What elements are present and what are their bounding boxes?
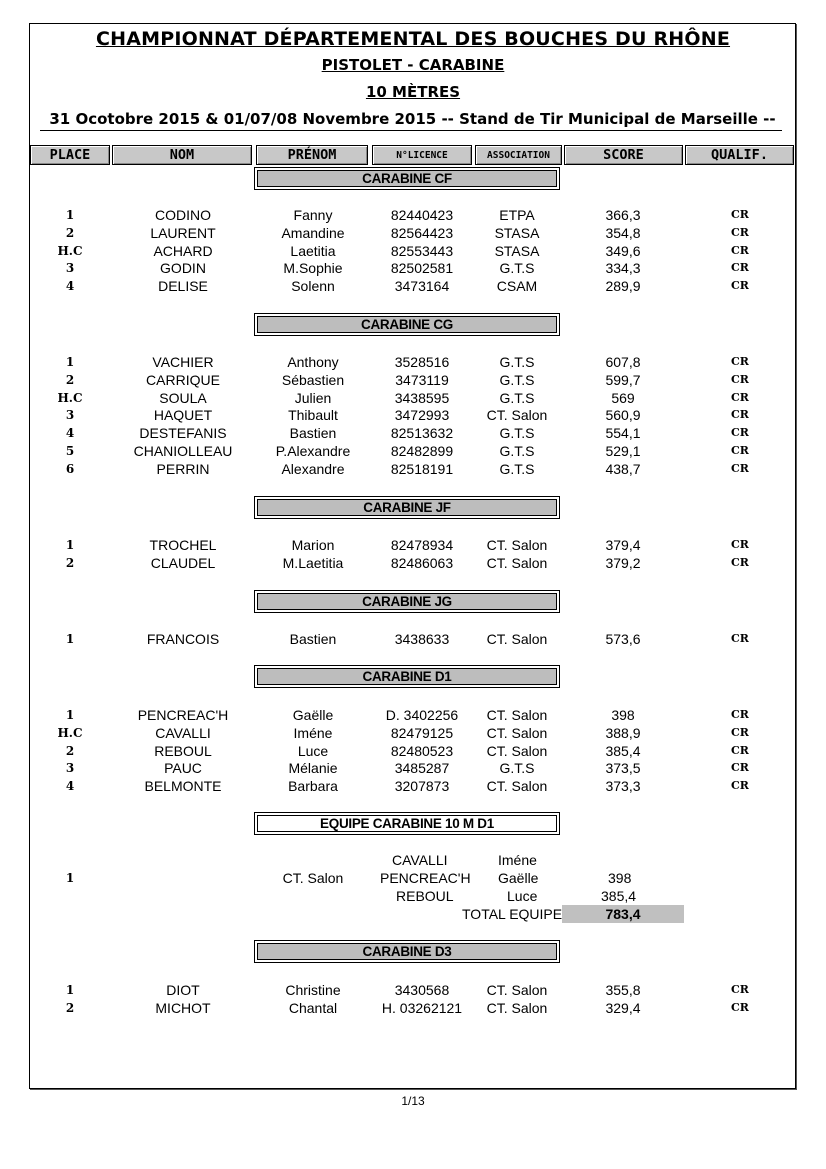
score-cell: 569: [611, 389, 635, 406]
association-cell: G.T.S: [499, 371, 535, 388]
section-header: [254, 940, 560, 963]
place-cell: H.C: [57, 243, 83, 258]
table-row: [0, 259, 826, 277]
association-cell: CT. Salon: [486, 778, 548, 795]
qualif-cell: CR: [731, 355, 749, 368]
prenom-cell: Luce: [297, 742, 329, 759]
qualif-cell: CR: [731, 779, 749, 793]
team-total-label: TOTAL EQUIPE: [462, 906, 563, 922]
licence-cell: 3430568: [394, 982, 450, 998]
team-member-prenom: Iméne: [498, 852, 537, 868]
table-row: [0, 277, 826, 295]
association-cell: CT. Salon: [486, 631, 548, 647]
association-cell: ETPA: [499, 207, 535, 223]
dates-underline: [40, 130, 782, 131]
score-cell: 438,7: [605, 460, 641, 477]
licence-cell: 82478934: [390, 537, 454, 553]
prenom-cell: Marion: [291, 537, 335, 553]
association-cell: CT. Salon: [486, 999, 548, 1016]
licence-cell: 82518191: [390, 460, 454, 477]
nom-cell: HAQUET: [153, 407, 213, 424]
prenom-cell: Fanny: [293, 207, 333, 223]
score-cell: 366,3: [605, 207, 641, 223]
place-cell: 1: [65, 208, 75, 222]
nom-cell: VACHIER: [152, 354, 214, 370]
association-cell: G.T.S: [499, 354, 535, 370]
place-cell: 5: [65, 444, 75, 458]
prenom-cell: Gaëlle: [292, 707, 334, 723]
licence-cell: 82513632: [390, 425, 454, 442]
qualif-cell: CR: [731, 743, 749, 757]
score-cell: 289,9: [605, 278, 641, 295]
qualif-cell: CR: [731, 461, 749, 475]
team-member-prenom: Gaëlle: [498, 870, 539, 886]
place-cell: 3: [65, 761, 75, 776]
nom-cell: MICHOT: [155, 999, 211, 1016]
association-cell: STASA: [494, 224, 540, 241]
section-title: CARABINE CF: [257, 170, 557, 187]
prenom-cell: Bastien: [289, 631, 337, 647]
section-title: CARABINE JG: [257, 593, 557, 610]
score-cell: 573,6: [605, 631, 641, 647]
nom-cell: CARRIQUE: [146, 371, 220, 388]
association-cell: CT. Salon: [486, 742, 548, 759]
prenom-cell: Sébastien: [281, 371, 345, 388]
licence-cell: 82440423: [390, 207, 454, 223]
team-place: 1: [65, 871, 75, 885]
place-cell: H.C: [57, 390, 83, 405]
score-cell: 373,3: [605, 778, 641, 795]
table-row: [0, 353, 826, 371]
section-title: CARABINE CG: [257, 316, 557, 333]
col-licence: N°LICENCE: [372, 145, 472, 165]
nom-cell: CODINO: [155, 207, 211, 223]
association-cell: CT. Salon: [486, 407, 548, 424]
qualif-cell: CR: [731, 390, 749, 404]
place-cell: 1: [65, 538, 75, 552]
column-header: [29, 144, 796, 166]
col-qualif: QUALIF.: [685, 145, 794, 165]
licence-cell: 3528516: [394, 354, 450, 370]
table-row: [0, 777, 826, 795]
page-title: CHAMPIONNAT DÉPARTEMENTAL DES BOUCHES DU RHÔNE: [95, 28, 731, 50]
score-cell: 379,4: [605, 537, 641, 553]
licence-cell: H. 03262121: [381, 999, 463, 1016]
place-cell: 2: [65, 555, 75, 570]
nom-cell: PAUC: [164, 760, 202, 777]
score-cell: 529,1: [605, 443, 641, 459]
association-cell: CT. Salon: [486, 537, 548, 553]
qualif-cell: CR: [731, 243, 749, 257]
table-row: [0, 999, 826, 1017]
qualif-cell: CR: [731, 426, 749, 440]
table-row: [0, 242, 826, 260]
place-cell: 2: [65, 743, 75, 758]
table-row: [0, 424, 826, 442]
col-nom: NOM: [112, 145, 252, 165]
association-cell: CT. Salon: [486, 554, 548, 571]
licence-cell: 3472993: [394, 407, 450, 424]
score-cell: 599,7: [605, 371, 641, 388]
nom-cell: FRANCOIS: [146, 631, 220, 647]
section-title: CARABINE D1: [257, 668, 557, 685]
nom-cell: CAVALLI: [155, 724, 211, 741]
section-header: [254, 496, 560, 519]
section-title: EQUIPE CARABINE 10 M D1: [257, 815, 557, 832]
qualif-cell: CR: [731, 408, 749, 422]
score-cell: 398: [611, 707, 635, 723]
team-total: 783,4: [562, 905, 684, 923]
licence-cell: 3438595: [394, 389, 450, 406]
score-cell: 334,3: [605, 260, 641, 277]
section-title: CARABINE D3: [257, 943, 557, 960]
section-header: [254, 313, 560, 336]
nom-cell: DIOT: [166, 982, 200, 998]
table-row: [0, 224, 826, 242]
nom-cell: TROCHEL: [149, 537, 217, 553]
table-row: [0, 206, 826, 224]
col-score: SCORE: [564, 145, 683, 165]
qualif-cell: CR: [731, 983, 749, 996]
team-club: CT. Salon: [282, 870, 344, 886]
score-cell: 329,4: [605, 999, 641, 1016]
prenom-cell: Chantal: [288, 999, 338, 1016]
score-cell: 388,9: [605, 724, 641, 741]
licence-cell: 82480523: [390, 742, 454, 759]
licence-cell: 3473164: [394, 278, 450, 295]
qualif-cell: CR: [731, 261, 749, 275]
score-cell: 373,5: [605, 760, 641, 777]
score-cell: 554,1: [605, 425, 641, 442]
prenom-cell: Anthony: [287, 354, 339, 370]
licence-cell: 82486063: [390, 554, 454, 571]
prenom-cell: Alexandre: [281, 460, 345, 477]
prenom-cell: Amandine: [281, 224, 345, 241]
prenom-cell: M.Laetitia: [282, 554, 344, 571]
place-cell: 2: [65, 1000, 75, 1015]
nom-cell: DELISE: [158, 278, 208, 295]
nom-cell: BELMONTE: [144, 778, 222, 795]
table-row: [0, 460, 826, 478]
qualif-cell: CR: [731, 632, 749, 645]
qualif-cell: CR: [731, 1000, 749, 1014]
place-cell: 2: [65, 372, 75, 387]
place-cell: 4: [65, 426, 75, 441]
place-cell: 2: [65, 225, 75, 240]
qualif-cell: CR: [731, 761, 749, 775]
table-row: [0, 630, 826, 648]
prenom-cell: Christine: [285, 982, 341, 998]
section-title: CARABINE JF: [257, 499, 557, 516]
team-member-nom: PENCREAC'H: [380, 870, 471, 886]
nom-cell: CLAUDEL: [150, 554, 216, 571]
score-cell: 385,4: [605, 742, 641, 759]
nom-cell: REBOUL: [154, 742, 212, 759]
association-cell: G.T.S: [499, 389, 535, 406]
place-cell: 1: [65, 708, 75, 722]
licence-cell: 82564423: [390, 224, 454, 241]
nom-cell: LAURENT: [150, 224, 216, 241]
distance-title: 10 MÈTRES: [365, 83, 461, 101]
prenom-cell: M.Sophie: [283, 260, 343, 277]
licence-cell: 3438633: [394, 631, 450, 647]
table-row: [0, 371, 826, 389]
score-cell: 560,9: [605, 407, 641, 424]
table-row: [0, 759, 826, 777]
licence-cell: 82502581: [390, 260, 454, 277]
team-member-score: 385,4: [601, 888, 637, 904]
licence-cell: 3473119: [395, 371, 449, 388]
table-row: [0, 442, 826, 460]
association-cell: G.T.S: [499, 760, 535, 777]
score-cell: 607,8: [605, 354, 641, 370]
col-place: PLACE: [30, 145, 110, 165]
score-cell: 355,8: [605, 982, 641, 998]
prenom-cell: Iméne: [293, 724, 333, 741]
association-cell: G.T.S: [499, 460, 535, 477]
licence-cell: 3485287: [394, 760, 450, 777]
place-cell: 1: [65, 355, 75, 369]
table-row: [0, 981, 826, 999]
licence-cell: 3207873: [394, 778, 450, 795]
place-cell: 1: [65, 983, 75, 997]
page-subtitle: PISTOLET - CARABINE: [321, 56, 505, 74]
table-row: [0, 724, 826, 742]
qualif-cell: CR: [731, 208, 749, 221]
association-cell: G.T.S: [499, 443, 535, 459]
place-cell: 3: [65, 408, 75, 423]
table-row: [0, 536, 826, 554]
association-cell: CT. Salon: [486, 707, 548, 723]
nom-cell: ACHARD: [153, 242, 213, 259]
prenom-cell: P.Alexandre: [275, 443, 351, 459]
prenom-cell: Laetitia: [290, 242, 336, 259]
page-number: 1/13: [401, 1094, 425, 1108]
score-cell: 349,6: [605, 242, 641, 259]
team-member-nom: CAVALLI: [392, 852, 448, 868]
prenom-cell: Mélanie: [288, 760, 338, 777]
nom-cell: PERRIN: [156, 460, 210, 477]
licence-cell: 82553443: [390, 242, 454, 259]
prenom-cell: Bastien: [289, 425, 337, 442]
table-row: [0, 554, 826, 572]
association-cell: G.T.S: [499, 260, 535, 277]
section-header: [254, 665, 560, 688]
qualif-cell: CR: [731, 538, 749, 551]
licence-cell: 82479125: [390, 724, 454, 741]
nom-cell: GODIN: [160, 260, 206, 277]
table-row: [0, 406, 826, 424]
nom-cell: SOULA: [159, 389, 207, 406]
qualif-cell: CR: [731, 555, 749, 569]
association-cell: CT. Salon: [486, 982, 548, 998]
licence-cell: 82482899: [390, 443, 454, 459]
table-row: [0, 742, 826, 760]
section-header: [254, 590, 560, 613]
section-header: [254, 812, 560, 835]
nom-cell: DESTEFANIS: [139, 425, 227, 442]
association-cell: STASA: [494, 242, 540, 259]
score-cell: 354,8: [605, 224, 641, 241]
team-member-nom: REBOUL: [396, 888, 454, 904]
qualif-cell: CR: [731, 372, 749, 386]
team-member-score: 398: [608, 870, 632, 886]
association-cell: CT. Salon: [486, 724, 548, 741]
nom-cell: CHANIOLLEAU: [133, 443, 233, 459]
table-row: [0, 389, 826, 407]
place-cell: 3: [65, 261, 75, 276]
qualif-cell: CR: [731, 225, 749, 239]
dates-location: 31 Ocotobre 2015 & 01/07/08 Novembre 2015 -- Stand de Tir Municipal de Marseille --: [49, 110, 776, 128]
place-cell: 4: [65, 279, 75, 294]
nom-cell: PENCREAC'H: [137, 707, 229, 723]
team-member-prenom: Luce: [507, 888, 538, 904]
place-cell: H.C: [57, 725, 83, 740]
table-row: [0, 706, 826, 724]
association-cell: G.T.S: [499, 425, 535, 442]
qualif-cell: CR: [731, 279, 749, 293]
place-cell: 1: [65, 632, 75, 646]
prenom-cell: Thibault: [288, 407, 338, 424]
qualif-cell: CR: [731, 725, 749, 739]
place-cell: 4: [65, 779, 75, 794]
section-header: [254, 167, 560, 190]
score-cell: 379,2: [605, 554, 641, 571]
place-cell: 6: [65, 461, 75, 476]
col-association: ASSOCIATION: [475, 145, 562, 165]
licence-cell: D. 3402256: [385, 707, 459, 723]
prenom-cell: Solenn: [291, 278, 335, 295]
prenom-cell: Julien: [294, 389, 332, 406]
col-prenom: PRÉNOM: [256, 145, 368, 165]
qualif-cell: CR: [731, 708, 749, 721]
qualif-cell: CR: [731, 444, 749, 457]
prenom-cell: Barbara: [288, 778, 338, 795]
association-cell: CSAM: [496, 278, 538, 295]
